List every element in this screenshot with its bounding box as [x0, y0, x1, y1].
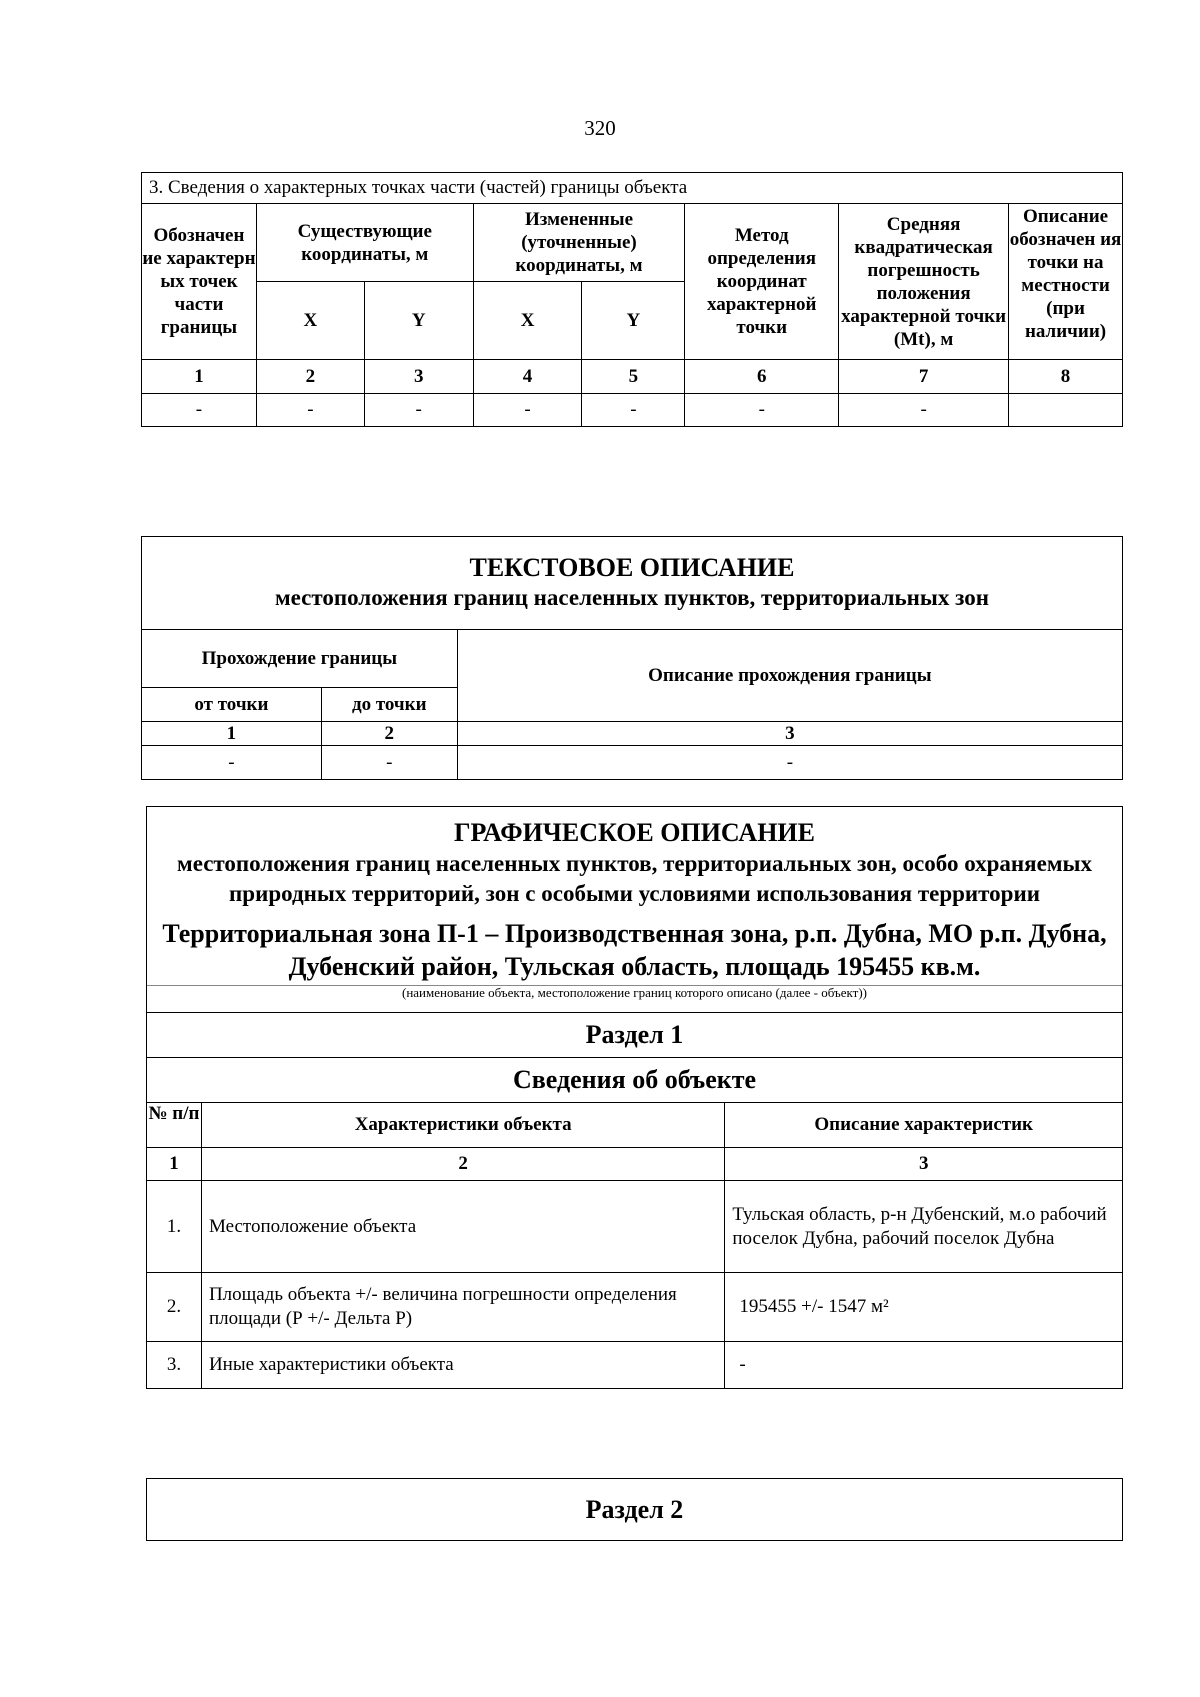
col-error-header: Средняя квадратическая погрешность положения характерной точки (Mt), м — [839, 204, 1009, 360]
table-cell: - — [582, 394, 685, 427]
table-row — [147, 1342, 1123, 1389]
col-no-label: № п/п — [148, 1105, 200, 1124]
col-existing-coords-header: Существующие координаты, м — [256, 204, 473, 282]
graphic-description-table — [146, 806, 1123, 1389]
col-number: 4 — [473, 360, 582, 394]
table-caption: 3. Сведения о характерных точках части (частей) границы объекта — [142, 173, 1123, 204]
characteristic-name: Иные характеристики объекта — [201, 1342, 724, 1389]
characteristic-name: Площадь объекта +/- величина погрешности определения площади (Р +/- Дельта Р) — [201, 1273, 724, 1342]
table-cell: - — [321, 746, 457, 780]
table-cell: - — [685, 394, 839, 427]
sub-x-changed: X — [473, 282, 582, 360]
table-row — [147, 1181, 1123, 1273]
col-to-point-header: до точки — [321, 688, 457, 722]
graphic-description-title: ГРАФИЧЕСКОЕ ОПИСАНИЕ — [454, 818, 815, 847]
table-cell: - — [142, 394, 257, 427]
col-point-description-text: Описание обозначен ия точки на местности (при наличии) — [1009, 205, 1122, 342]
col-passage-header: Прохождение границы — [142, 630, 458, 688]
sub-y-existing: Y — [364, 282, 473, 360]
col-number: 7 — [839, 360, 1009, 394]
object-name: Территориальная зона П-1 – Производственная зона, р.п. Дубна, МО р.п. Дубна, Дубенский район, Тульская область, площадь 195455 кв.м. — [162, 919, 1107, 981]
table-cell: - — [142, 746, 322, 780]
col-number: 2 — [321, 722, 457, 746]
row-number: 2. — [147, 1273, 202, 1342]
section-2-heading: Раздел 2 — [147, 1479, 1123, 1541]
text-description-title-cell — [142, 537, 1123, 630]
col-method-header: Метод определения координат характерной точки — [685, 204, 839, 360]
col-no-header — [147, 1103, 202, 1148]
section-1-title: Сведения об объекте — [147, 1058, 1123, 1103]
col-number: 6 — [685, 360, 839, 394]
graphic-description-header — [147, 807, 1123, 986]
table-row — [142, 394, 1123, 427]
characteristic-value: Тульская область, р-н Дубенский, м.о рабочий поселок Дубна, рабочий поселок Дубна — [725, 1181, 1123, 1273]
table-row — [142, 746, 1123, 780]
col-number: 3 — [725, 1148, 1123, 1181]
col-passage-description-header: Описание прохождения границы — [457, 630, 1122, 722]
row-number: 1. — [147, 1181, 202, 1273]
col-number: 2 — [201, 1148, 724, 1181]
table-cell: - — [839, 394, 1009, 427]
section-2-table — [146, 1478, 1123, 1541]
table-row — [147, 1273, 1123, 1342]
col-number: 5 — [582, 360, 685, 394]
col-characteristic-description-header: Описание характеристик — [725, 1103, 1123, 1148]
page-number: 320 — [584, 116, 616, 140]
col-designation-header: Обозначен ие характерн ых точек части границы — [142, 204, 257, 360]
col-number: 8 — [1009, 360, 1123, 394]
table-cell — [1009, 394, 1123, 427]
table-cell: - — [457, 746, 1122, 780]
text-description-subtitle: местоположения границ населенных пунктов, территориальных зон — [275, 585, 989, 610]
table-cell: - — [364, 394, 473, 427]
row-number: 3. — [147, 1342, 202, 1389]
characteristic-name: Местоположение объекта — [201, 1181, 724, 1273]
col-characteristic-header: Характеристики объекта — [201, 1103, 724, 1148]
section-1-heading: Раздел 1 — [147, 1013, 1123, 1058]
text-description-table — [141, 536, 1123, 780]
col-number: 1 — [142, 722, 322, 746]
characteristic-value: - — [725, 1342, 1123, 1389]
col-number: 3 — [457, 722, 1122, 746]
table-cell: - — [256, 394, 364, 427]
characteristic-value: 195455 +/- 1547 м² — [725, 1273, 1123, 1342]
characteristic-points-table — [141, 172, 1123, 427]
col-point-description-header — [1009, 204, 1123, 360]
sub-y-changed: Y — [582, 282, 685, 360]
col-number: 3 — [364, 360, 473, 394]
object-name-note: (наименование объекта, местоположение границ которого описано (далее - объект)) — [147, 986, 1123, 1013]
graphic-description-subtitle: местоположения границ населенных пунктов, территориальных зон, особо охраняемых природных территорий, зон с особыми условиями использования территории — [177, 851, 1092, 906]
text-description-title: ТЕКСТОВОЕ ОПИСАНИЕ — [469, 553, 795, 582]
col-changed-coords-header: Измененные (уточненные) координаты, м — [473, 204, 685, 282]
col-number: 1 — [142, 360, 257, 394]
sub-x-existing: X — [256, 282, 364, 360]
col-number: 2 — [256, 360, 364, 394]
table-cell: - — [473, 394, 582, 427]
col-number: 1 — [147, 1148, 202, 1181]
col-from-point-header: от точки — [142, 688, 322, 722]
